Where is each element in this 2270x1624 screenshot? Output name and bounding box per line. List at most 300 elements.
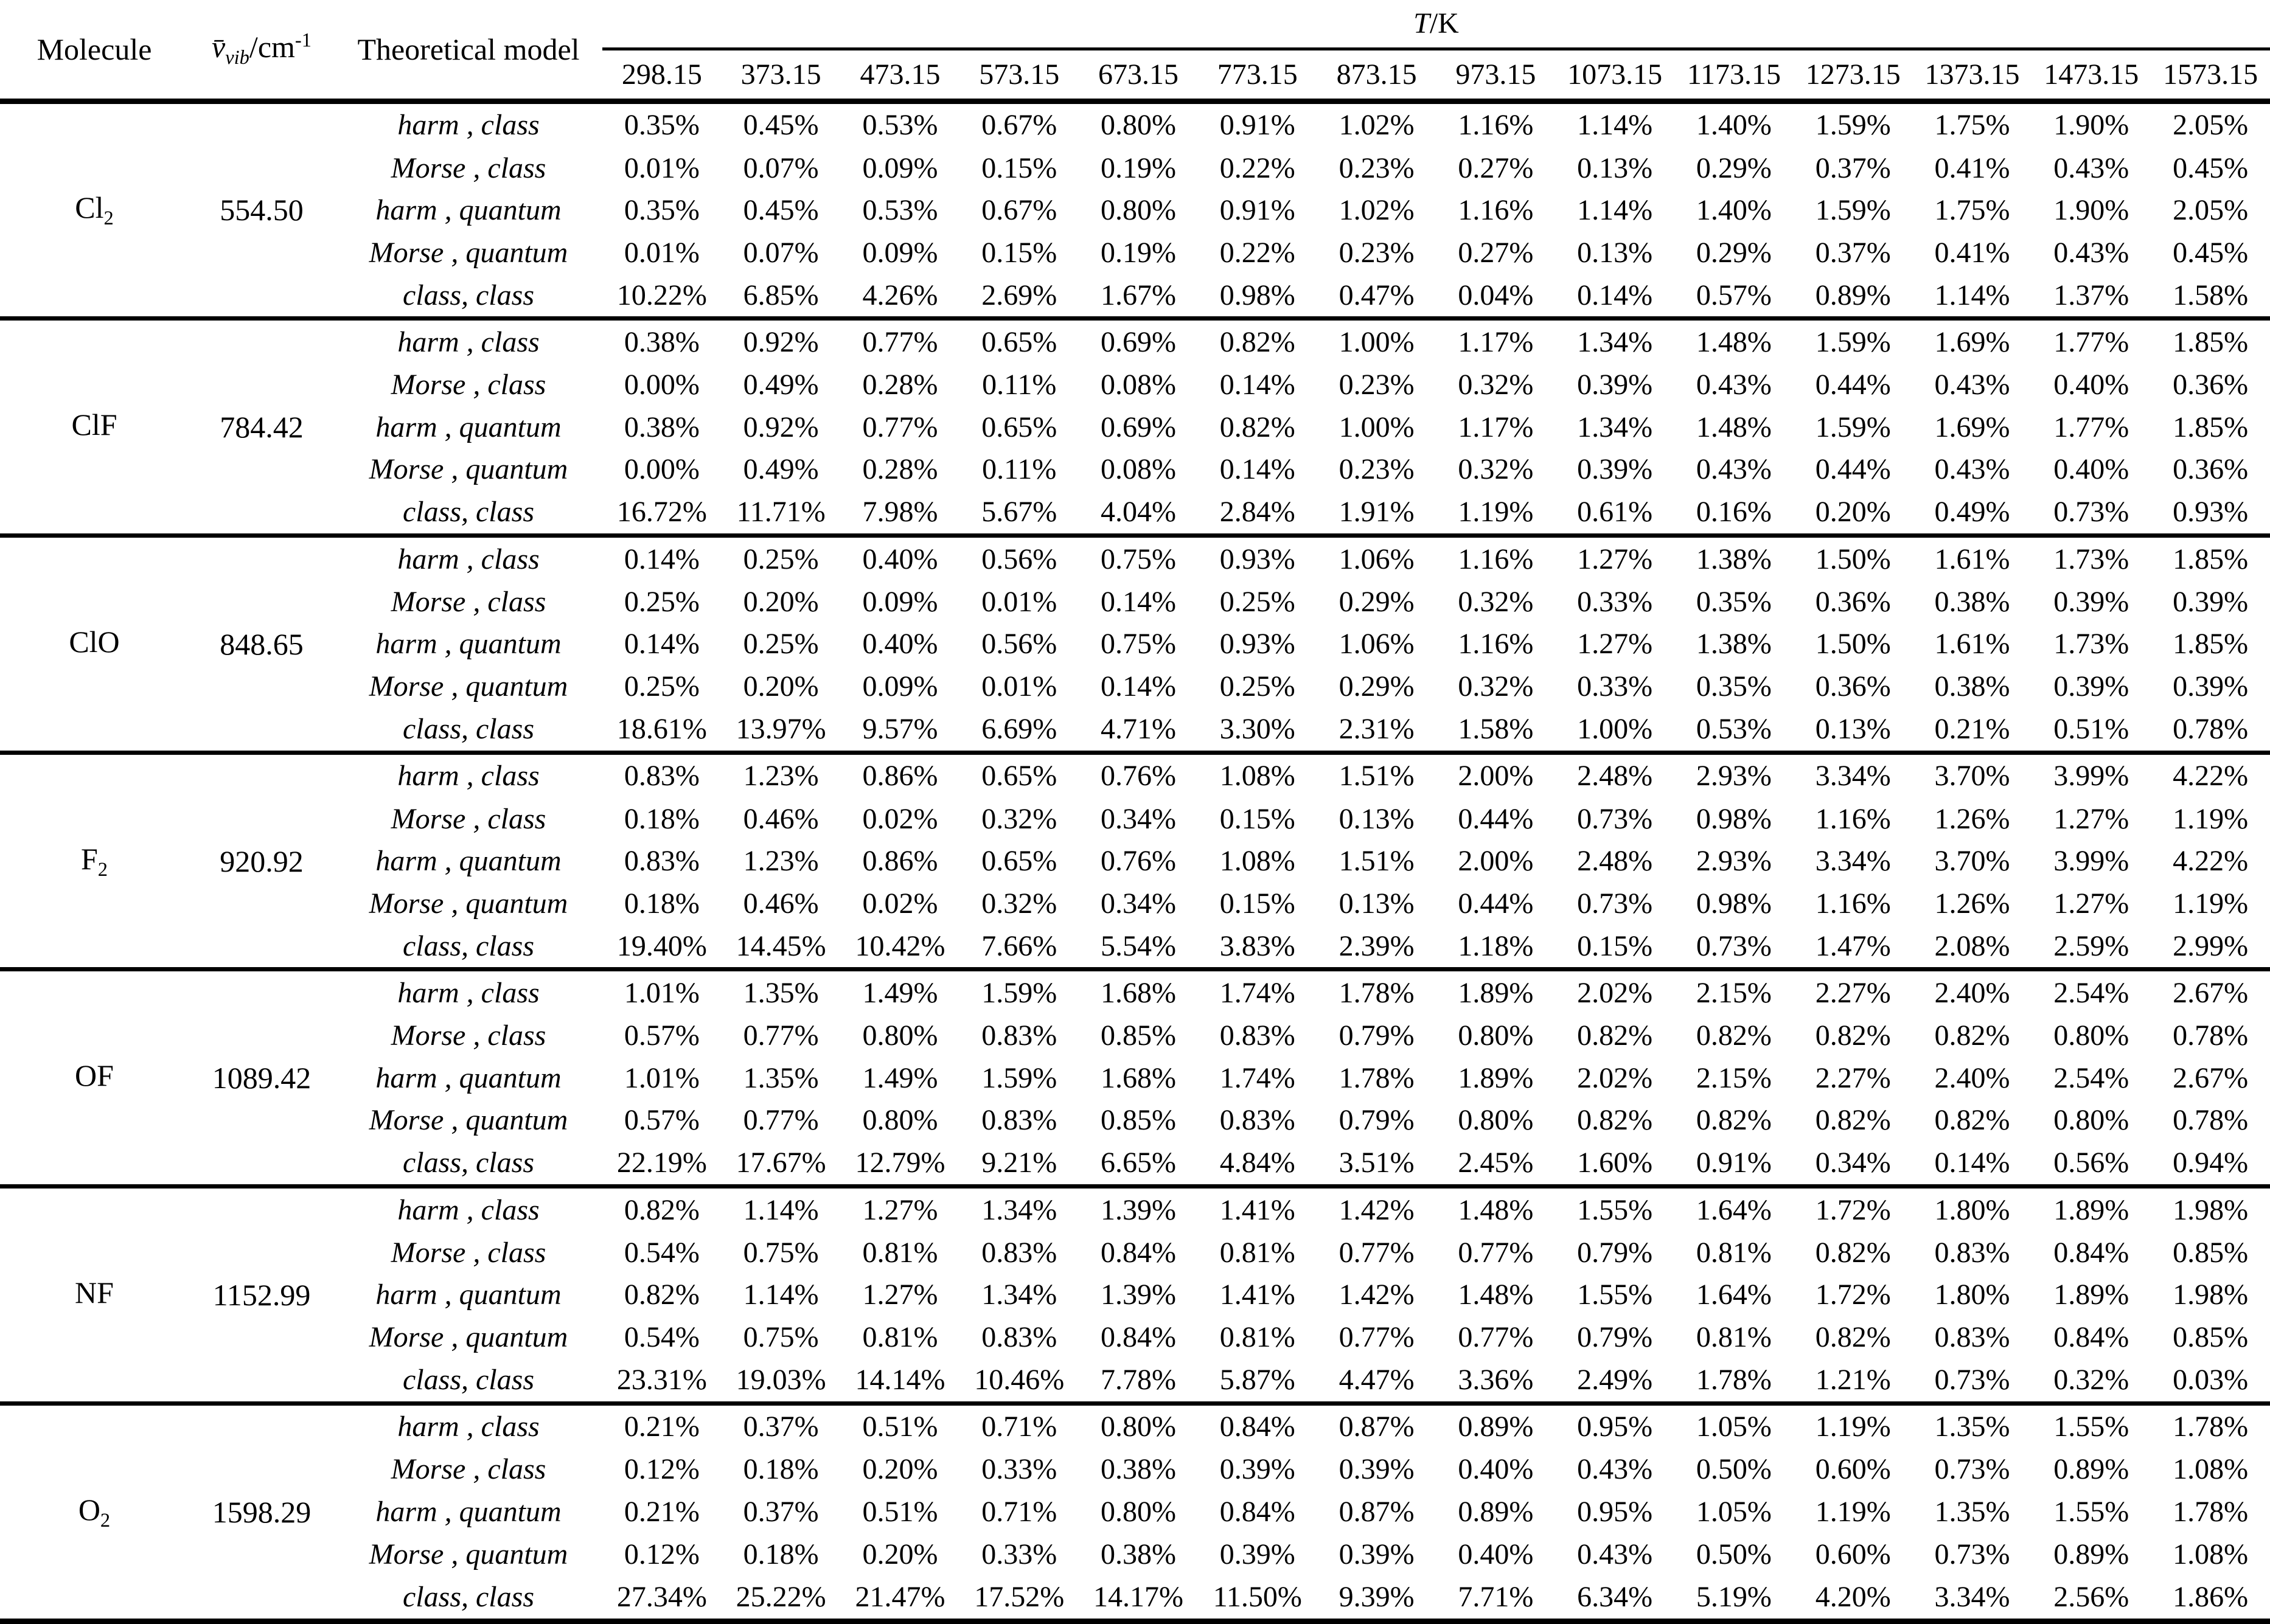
value-cell: 0.15% [1219, 887, 1295, 920]
value-cell: 2.67% [2173, 1061, 2249, 1094]
value-cell: 2.00% [1458, 845, 1534, 878]
value-cell: 0.82% [1934, 1104, 2010, 1137]
value-cell: 0.91% [1674, 1142, 1794, 1187]
value-cell: 1.80% [1934, 1279, 2010, 1311]
value-cell: 1.98% [2173, 1279, 2249, 1311]
value-cell: 0.75% [1101, 628, 1176, 661]
table-row [0, 970, 2270, 1015]
value-cell: 3.70% [1934, 760, 2010, 793]
value-cell: 1.78% [2173, 1411, 2249, 1443]
value-cell: 11.71% [722, 491, 841, 536]
value-cell: 0.14% [1913, 1142, 2032, 1187]
value-cell: 0.12% [624, 1538, 700, 1570]
table-row [0, 797, 2270, 840]
value-cell: 0.43% [2053, 151, 2129, 184]
temp-column-header: 298.15 [602, 49, 722, 101]
value-cell: 0.27% [1458, 236, 1534, 269]
value-cell: 0.82% [1815, 1019, 1891, 1052]
value-cell: 0.22% [1219, 236, 1295, 269]
value-cell: 0.00% [624, 453, 700, 486]
value-cell: 0.01% [624, 236, 700, 269]
value-cell: 1.35% [743, 977, 819, 1010]
value-cell: 0.84% [2053, 1320, 2129, 1353]
value-cell: 0.20% [743, 585, 819, 618]
temp-column-header: 673.15 [1079, 49, 1198, 101]
temp-column-header: 1173.15 [1674, 49, 1794, 101]
model-cell: class, class [335, 707, 602, 752]
value-cell: 21.47% [841, 1575, 960, 1622]
value-cell: 0.84% [1219, 1411, 1295, 1443]
value-cell: 1.14% [1913, 274, 2032, 319]
model-cell: Morse , quantum [369, 236, 568, 269]
value-cell: 1.23% [743, 760, 819, 793]
value-cell: 0.40% [1458, 1453, 1534, 1486]
value-cell: 1.06% [1339, 628, 1415, 661]
value-cell: 0.13% [1339, 802, 1415, 835]
value-cell: 0.34% [1101, 887, 1176, 920]
molecule-name: F [80, 841, 98, 876]
value-cell: 0.40% [1458, 1538, 1534, 1570]
value-cell: 0.20% [743, 670, 819, 703]
value-cell: 0.38% [1101, 1538, 1176, 1570]
value-cell: 1.85% [2173, 326, 2249, 359]
value-cell: 2.15% [1696, 1061, 1772, 1094]
table-row [0, 1316, 2270, 1359]
value-cell: 0.84% [1101, 1236, 1176, 1269]
value-cell: 1.59% [1815, 326, 1891, 359]
value-cell: 0.34% [1794, 1142, 1913, 1187]
molecule-cell [0, 101, 189, 319]
value-cell: 1.72% [1815, 1193, 1891, 1226]
value-cell: 1.64% [1696, 1279, 1772, 1311]
freq-symbol: v̄ [212, 29, 226, 64]
molecule-column-header: Molecule [0, 0, 189, 101]
value-cell: 2.00% [1458, 760, 1534, 793]
temp-column-header: 473.15 [841, 49, 960, 101]
value-cell: 0.46% [743, 802, 819, 835]
freq-subscript-wrap [225, 47, 249, 69]
value-cell: 1.78% [1339, 1061, 1415, 1094]
value-cell: 0.46% [743, 887, 819, 920]
molecule-name: O [78, 1492, 100, 1527]
value-cell: 0.69% [1101, 326, 1176, 359]
value-cell: 0.89% [2053, 1453, 2129, 1486]
value-cell: 2.48% [1577, 760, 1653, 793]
value-cell: 2.49% [1555, 1358, 1674, 1403]
value-cell: 0.82% [1577, 1019, 1653, 1052]
model-cell: class, class [335, 1358, 602, 1403]
value-cell: 2.59% [2032, 925, 2151, 970]
value-cell: 1.14% [1577, 194, 1653, 227]
value-cell: 0.01% [624, 151, 700, 184]
value-cell: 0.87% [1339, 1411, 1415, 1443]
value-cell: 3.83% [1198, 925, 1317, 970]
value-cell: 22.19% [602, 1142, 722, 1187]
table-row [0, 623, 2270, 665]
table-row [0, 536, 2270, 581]
value-cell: 1.27% [862, 1193, 938, 1226]
value-cell: 0.15% [1219, 802, 1295, 835]
value-cell: 0.32% [981, 802, 1057, 835]
value-cell: 0.20% [1794, 491, 1913, 536]
value-cell: 12.79% [841, 1142, 960, 1187]
value-cell: 0.80% [2053, 1104, 2129, 1137]
model-cell: harm , class [397, 760, 540, 793]
table-row [0, 319, 2270, 364]
value-cell: 0.35% [1696, 670, 1772, 703]
value-cell: 0.92% [743, 411, 819, 443]
value-cell: 0.67% [981, 194, 1057, 227]
value-cell: 1.74% [1219, 977, 1295, 1010]
value-cell: 1.19% [2173, 887, 2249, 920]
value-cell: 9.57% [841, 707, 960, 752]
model-cell: harm , class [397, 326, 540, 359]
value-cell: 2.69% [959, 274, 1079, 319]
value-cell: 7.98% [841, 491, 960, 536]
value-cell: 0.57% [624, 1019, 700, 1052]
temp-column-header: 1573.15 [2151, 49, 2270, 101]
value-cell: 2.56% [2032, 1575, 2151, 1622]
value-cell: 0.73% [1934, 1453, 2010, 1486]
value-cell: 0.56% [981, 628, 1057, 661]
table-row [0, 448, 2270, 491]
value-cell: 0.82% [1815, 1320, 1891, 1353]
molecule-name: ClO [69, 624, 120, 659]
value-cell: 2.05% [2173, 109, 2249, 142]
value-cell: 0.61% [1555, 491, 1674, 536]
value-cell: 0.79% [1339, 1019, 1415, 1052]
value-cell: 1.59% [1815, 109, 1891, 142]
value-cell: 1.26% [1934, 802, 2010, 835]
value-cell: 4.26% [841, 274, 960, 319]
value-cell: 1.08% [1219, 845, 1295, 878]
model-cell: Morse , class [391, 585, 546, 618]
value-cell: 1.16% [1458, 194, 1534, 227]
value-cell: 1.42% [1339, 1279, 1415, 1311]
value-cell: 0.83% [1219, 1019, 1295, 1052]
value-cell: 0.07% [743, 151, 819, 184]
model-cell: class, class [335, 491, 602, 536]
value-cell: 0.39% [2053, 670, 2129, 703]
value-cell: 0.69% [1101, 411, 1176, 443]
value-cell: 1.78% [1339, 977, 1415, 1010]
value-cell: 2.54% [2053, 977, 2129, 1010]
value-cell: 1.14% [743, 1279, 819, 1311]
value-cell: 0.93% [1219, 543, 1295, 575]
value-cell: 1.98% [2173, 1193, 2249, 1226]
value-cell: 1.37% [2032, 274, 2151, 319]
value-cell: 1.58% [2151, 274, 2270, 319]
value-cell: 0.82% [1696, 1104, 1772, 1137]
value-cell: 1.19% [1815, 1496, 1891, 1529]
molecule-name: ClF [71, 408, 117, 442]
value-cell: 1.14% [1577, 109, 1653, 142]
value-cell: 0.37% [743, 1496, 819, 1529]
value-cell: 1.35% [1934, 1496, 2010, 1529]
table-row [0, 189, 2270, 232]
value-cell: 9.21% [959, 1142, 1079, 1187]
value-cell: 1.73% [2053, 543, 2129, 575]
value-cell: 0.11% [982, 369, 1057, 401]
value-cell: 0.57% [624, 1104, 700, 1137]
value-cell: 0.34% [1101, 802, 1176, 835]
value-cell: 0.83% [1219, 1104, 1295, 1137]
value-cell: 2.40% [1934, 977, 2010, 1010]
value-cell: 0.50% [1696, 1453, 1772, 1486]
molecule-subscript: 2 [97, 858, 108, 881]
value-cell: 2.93% [1696, 845, 1772, 878]
value-cell: 0.81% [862, 1320, 938, 1353]
value-cell: 0.54% [624, 1236, 700, 1269]
value-cell: 0.25% [624, 670, 700, 703]
value-cell: 0.33% [981, 1453, 1057, 1486]
value-cell: 1.41% [1219, 1279, 1295, 1311]
value-cell: 2.48% [1577, 845, 1653, 878]
value-cell: 0.71% [981, 1496, 1057, 1529]
table-row [0, 491, 2270, 536]
value-cell: 1.73% [2053, 628, 2129, 661]
value-cell: 0.39% [1219, 1538, 1295, 1570]
value-cell: 0.49% [1913, 491, 2032, 536]
value-cell: 1.50% [1815, 543, 1891, 575]
table-row [0, 882, 2270, 925]
value-cell: 0.81% [862, 1236, 938, 1269]
value-cell: 7.66% [959, 925, 1079, 970]
value-cell: 1.14% [743, 1193, 819, 1226]
value-cell: 0.51% [862, 1496, 938, 1529]
value-cell: 1.16% [1458, 109, 1534, 142]
value-cell: 1.18% [1436, 925, 1555, 970]
value-cell: 5.19% [1674, 1575, 1794, 1622]
value-cell: 0.81% [1219, 1236, 1295, 1269]
value-cell: 3.99% [2053, 845, 2129, 878]
value-cell: 1.39% [1101, 1279, 1176, 1311]
value-cell: 14.14% [841, 1358, 960, 1403]
value-cell: 0.83% [624, 760, 700, 793]
value-cell: 0.49% [743, 453, 819, 486]
molecule-subscript: 2 [100, 1509, 111, 1532]
freq-superscript: -1 [294, 29, 312, 52]
frequency-cell: 554.50 [189, 101, 335, 319]
value-cell: 1.42% [1339, 1193, 1415, 1226]
value-cell: 1.47% [1794, 925, 1913, 970]
value-cell: 0.80% [1101, 1411, 1176, 1443]
value-cell: 0.81% [1696, 1236, 1772, 1269]
value-cell: 0.79% [1577, 1320, 1653, 1353]
temp-column-header: 873.15 [1317, 49, 1436, 101]
table-row [0, 665, 2270, 708]
value-cell: 1.00% [1339, 411, 1415, 443]
value-cell: 0.01% [981, 585, 1057, 618]
value-cell: 1.19% [1815, 1411, 1891, 1443]
value-cell: 0.57% [1674, 274, 1794, 319]
model-cell: harm , class [397, 543, 540, 575]
value-cell: 4.04% [1079, 491, 1198, 536]
table-row [0, 1274, 2270, 1316]
value-cell: 0.45% [743, 109, 819, 142]
value-cell: 3.51% [1317, 1142, 1436, 1187]
value-cell: 1.59% [981, 977, 1057, 1010]
value-cell: 5.54% [1079, 925, 1198, 970]
value-cell: 0.86% [862, 845, 938, 878]
value-cell: 1.59% [981, 1061, 1057, 1094]
value-cell: 18.61% [602, 707, 722, 752]
value-cell: 4.84% [1198, 1142, 1317, 1187]
value-cell: 0.73% [2032, 491, 2151, 536]
value-cell: 0.93% [2151, 491, 2270, 536]
value-cell: 2.39% [1317, 925, 1436, 970]
value-cell: 3.36% [1436, 1358, 1555, 1403]
value-cell: 1.27% [1577, 543, 1653, 575]
value-cell: 0.20% [862, 1538, 938, 1570]
value-cell: 0.81% [1696, 1320, 1772, 1353]
table-row [0, 1232, 2270, 1274]
value-cell: 1.08% [2173, 1538, 2249, 1570]
value-cell: 3.34% [1815, 845, 1891, 878]
value-cell: 7.78% [1079, 1358, 1198, 1403]
value-cell: 0.14% [1219, 453, 1295, 486]
value-cell: 10.46% [959, 1358, 1079, 1403]
value-cell: 0.56% [981, 543, 1057, 575]
value-cell: 1.34% [981, 1193, 1057, 1226]
value-cell: 0.82% [624, 1193, 700, 1226]
value-cell: 0.78% [2173, 1019, 2249, 1052]
value-cell: 11.50% [1198, 1575, 1317, 1622]
value-cell: 3.34% [1815, 760, 1891, 793]
value-cell: 0.14% [624, 543, 700, 575]
value-cell: 0.37% [1815, 151, 1891, 184]
value-cell: 1.64% [1696, 1193, 1772, 1226]
molecule-cell [0, 1187, 189, 1404]
model-cell: Morse , class [391, 369, 546, 401]
value-cell: 0.39% [1577, 369, 1653, 401]
value-cell: 0.37% [743, 1411, 819, 1443]
value-cell: 0.78% [2173, 1104, 2249, 1137]
model-cell: class, class [335, 1142, 602, 1187]
value-cell: 0.47% [1317, 274, 1436, 319]
value-cell: 0.77% [862, 411, 938, 443]
value-cell: 0.77% [743, 1019, 819, 1052]
value-cell: 1.38% [1696, 628, 1772, 661]
molecule-cell [0, 752, 189, 970]
table-row [0, 752, 2270, 797]
value-cell: 1.34% [981, 1279, 1057, 1311]
value-cell: 0.32% [1458, 585, 1534, 618]
value-cell: 9.39% [1317, 1575, 1436, 1622]
value-cell: 0.65% [981, 845, 1057, 878]
value-cell: 0.73% [1674, 925, 1794, 970]
table-row [0, 231, 2270, 274]
value-cell: 0.21% [1913, 707, 2032, 752]
value-cell: 4.22% [2173, 845, 2249, 878]
model-cell: Morse , class [391, 151, 546, 184]
value-cell: 0.73% [1913, 1358, 2032, 1403]
model-cell: harm , class [397, 1193, 540, 1226]
value-cell: 1.86% [2151, 1575, 2270, 1622]
value-cell: 6.69% [959, 707, 1079, 752]
value-cell: 0.32% [1458, 369, 1534, 401]
value-cell: 0.77% [743, 1104, 819, 1137]
value-cell: 0.32% [981, 887, 1057, 920]
model-cell: harm , quantum [375, 1279, 562, 1311]
model-cell: harm , class [397, 977, 540, 1010]
value-cell: 0.38% [624, 411, 700, 443]
model-cell: Morse , quantum [369, 453, 568, 486]
model-cell: Morse , class [391, 1019, 546, 1052]
value-cell: 25.22% [722, 1575, 841, 1622]
value-cell: 0.39% [2173, 585, 2249, 618]
temperature-group-header [602, 0, 2270, 49]
value-cell: 0.43% [1577, 1538, 1653, 1570]
value-cell: 6.85% [722, 274, 841, 319]
value-cell: 0.51% [862, 1411, 938, 1443]
value-cell: 0.03% [2151, 1358, 2270, 1403]
value-cell: 1.78% [1674, 1358, 1794, 1403]
model-cell: Morse , quantum [369, 1104, 568, 1137]
value-cell: 0.39% [2053, 585, 2129, 618]
value-cell: 5.67% [959, 491, 1079, 536]
model-cell: harm , quantum [375, 628, 562, 661]
value-cell: 2.27% [1815, 1061, 1891, 1094]
value-cell: 0.82% [1577, 1104, 1653, 1137]
value-cell: 0.02% [862, 887, 938, 920]
value-cell: 1.08% [2173, 1453, 2249, 1486]
value-cell: 2.02% [1577, 1061, 1653, 1094]
table-row [0, 101, 2270, 147]
value-cell: 1.68% [1101, 977, 1176, 1010]
value-cell: 0.79% [1339, 1104, 1415, 1137]
value-cell: 1.27% [2053, 887, 2129, 920]
value-cell: 0.60% [1815, 1538, 1891, 1570]
value-cell: 0.39% [1577, 453, 1653, 486]
value-cell: 0.82% [1219, 411, 1295, 443]
table-row [0, 1187, 2270, 1232]
value-cell: 1.40% [1696, 194, 1772, 227]
model-cell: harm , quantum [375, 411, 562, 443]
value-cell: 1.58% [1436, 707, 1555, 752]
value-cell: 0.85% [2173, 1236, 2249, 1269]
value-cell: 14.45% [722, 925, 841, 970]
value-cell: 0.85% [1101, 1104, 1176, 1137]
value-cell: 0.83% [981, 1320, 1057, 1353]
model-cell: Morse , quantum [369, 1320, 568, 1353]
value-cell: 0.82% [1815, 1104, 1891, 1137]
frequency-cell: 848.65 [189, 536, 335, 753]
value-cell: 2.45% [1436, 1142, 1555, 1187]
value-cell: 0.15% [1555, 925, 1674, 970]
value-cell: 0.40% [2053, 453, 2129, 486]
value-cell: 1.91% [1317, 491, 1436, 536]
value-cell: 0.33% [1577, 585, 1653, 618]
molecule-name: NF [75, 1275, 114, 1310]
value-cell: 0.08% [1101, 369, 1176, 401]
value-cell: 0.73% [1934, 1538, 2010, 1570]
value-cell: 0.09% [862, 236, 938, 269]
molecule-subscript: 2 [103, 207, 114, 230]
model-cell: class, class [335, 274, 602, 319]
value-cell: 0.43% [2053, 236, 2129, 269]
frequency-cell: 920.92 [189, 752, 335, 970]
temp-column-header: 1073.15 [1555, 49, 1674, 101]
table-row [0, 707, 2270, 752]
table-row [0, 147, 2270, 189]
value-cell: 1.78% [2173, 1496, 2249, 1529]
value-cell: 1.49% [862, 1061, 938, 1094]
value-cell: 0.39% [2173, 670, 2249, 703]
value-cell: 0.43% [1577, 1453, 1653, 1486]
model-column-header: Theoretical model [335, 0, 602, 101]
value-cell: 0.95% [1577, 1496, 1653, 1529]
